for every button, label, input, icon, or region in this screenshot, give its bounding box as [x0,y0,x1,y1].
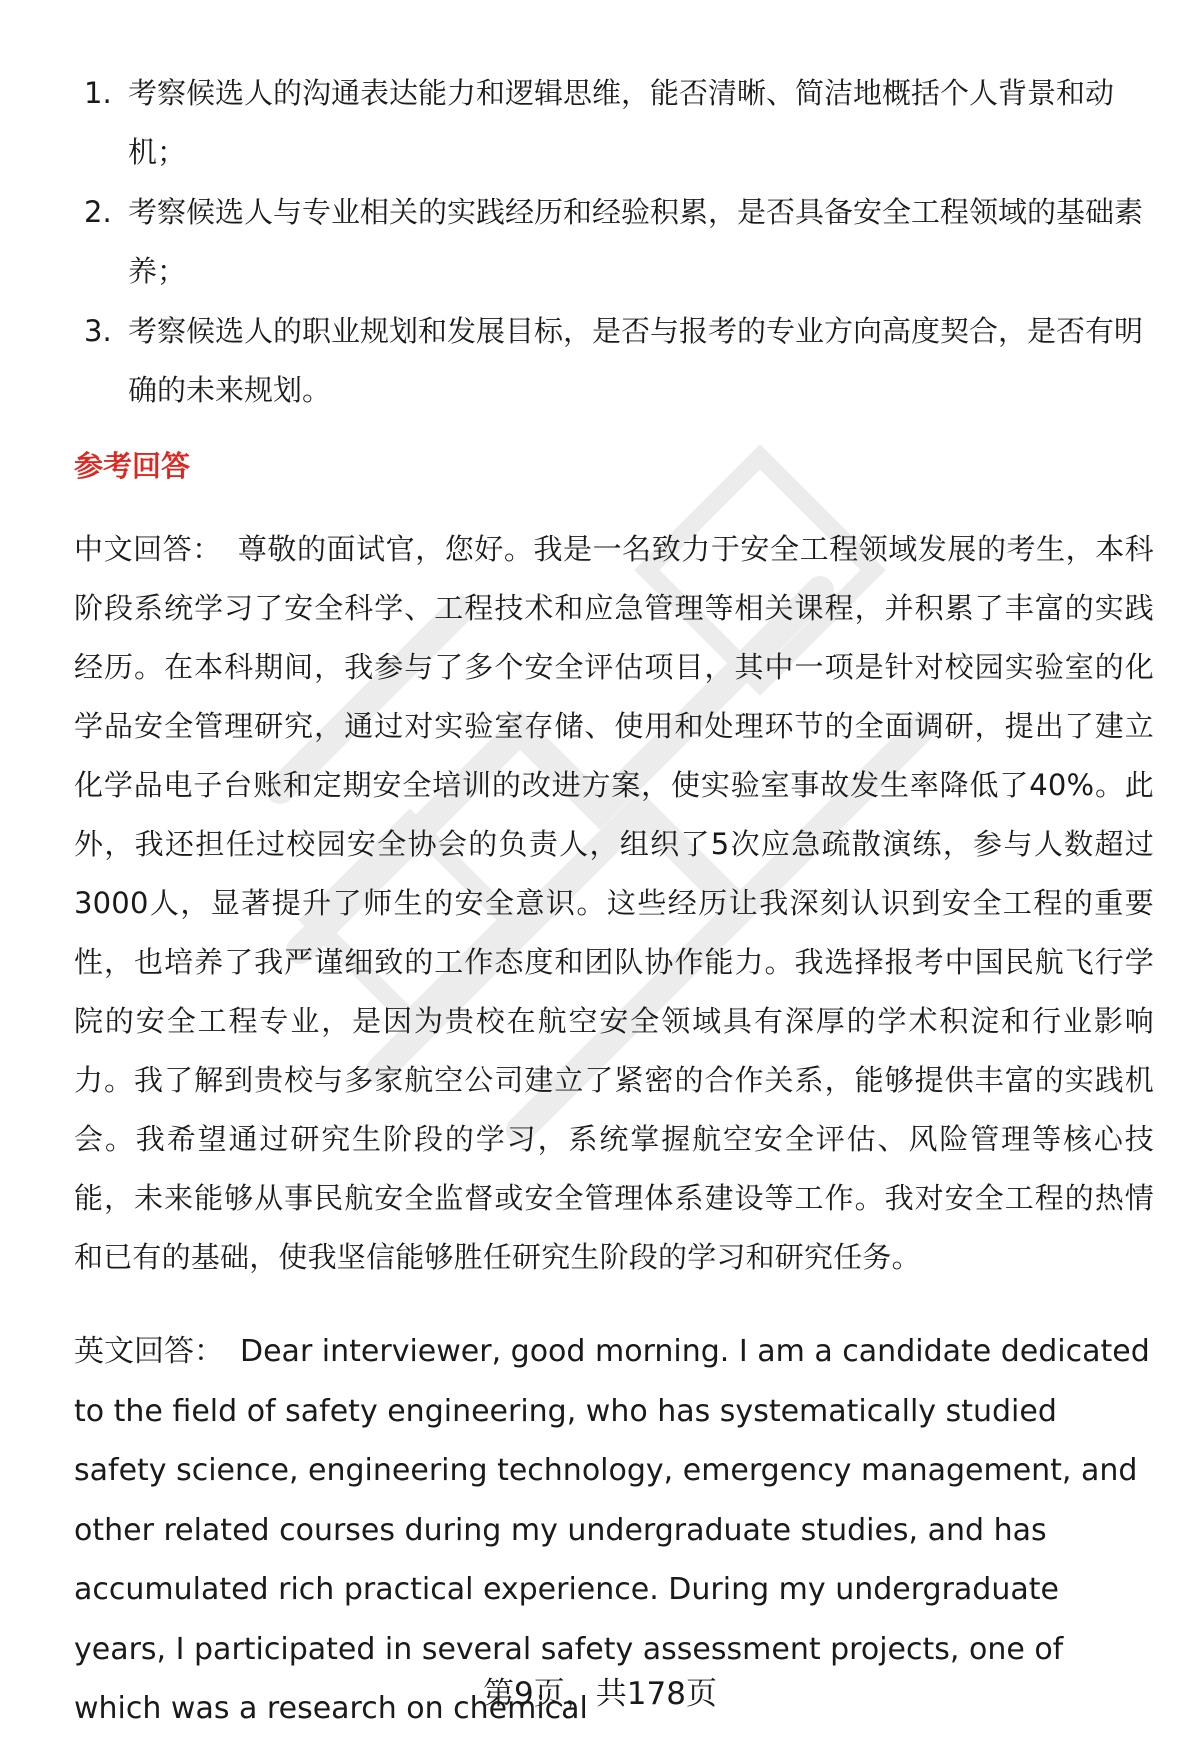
page-number-footer: 第9页，共178页 [483,1676,717,1712]
english-answer-label: 英文回答： [74,1334,224,1369]
english-answer-text: Dear interviewer, good morning. I am a candidate dedicated to the field of safety engineering, who has systematically studied safety science, engineering technology, emergency management, and other related courses during my undergraduate studies, and has accumulated rich practical experience. During my undergraduate years, I participated in several safety assessment projects, one of which was a research on chemical [74,1334,1150,1726]
chinese-answer-paragraph [74,520,1154,1287]
criteria-item [74,64,1154,182]
criteria-text: 考察候选人的职业规划和发展目标，是否与报考的专业方向高度契合，是否有明确的未来规划。 [128,314,1144,407]
criteria-text: 考察候选人的沟通表达能力和逻辑思维，能否清晰、简洁地概括个人背景和动机； [128,76,1115,169]
evaluation-criteria-list [74,64,1154,421]
criteria-number: 2. [84,195,112,229]
chinese-answer-label: 中文回答： [74,532,222,566]
chinese-answer-text: 尊敬的面试官，您好。我是一名致力于安全工程领域发展的考生，本科阶段系统学习了安全科学、工程技术和应急管理等相关课程，并积累了丰富的实践经历。在本科期间，我参与了多个安全评估项目，其中一项是针对校园实验室的化学品安全管理研究，通过对实验室存储、使用和处理环节的全面调研，提出了建立化学品电子台账和定期安全培训的改进方案，使实验室事故发生率降低了40%。此外，我还担任过校园安全协会的负责人，组织了5次应急疏散演练，参与人数超过3000人，显著提升了师生的安全意识。这些经历让我深刻认识到安全工程的重要性，也培养了我严谨细致的工作态度和团队协作能力。我选择报考中国民航飞行学院的安全工程专业，是因为贵校在航空安全领域具有深厚的学术积淀和行业影响力。我了解到贵校与多家航空公司建立了紧密的合作关系，能够提供丰富的实践机会。我希望通过研究生阶段的学习，系统掌握航空安全评估、风险管理等核心技能，未来能够从事民航安全监督或安全管理体系建设等工作。我对安全工程的热情和已有的基础，使我坚信能够胜任研究生阶段的学习和研究任务。 [74,532,1154,1274]
criteria-text: 考察候选人与专业相关的实践经历和经验积累，是否具备安全工程领域的基础素养； [128,195,1144,288]
criteria-item [74,302,1154,420]
criteria-number: 1. [84,76,112,110]
criteria-number: 3. [84,314,112,348]
reference-answer-heading: 参考回答 [74,449,191,483]
criteria-item [74,183,1154,301]
